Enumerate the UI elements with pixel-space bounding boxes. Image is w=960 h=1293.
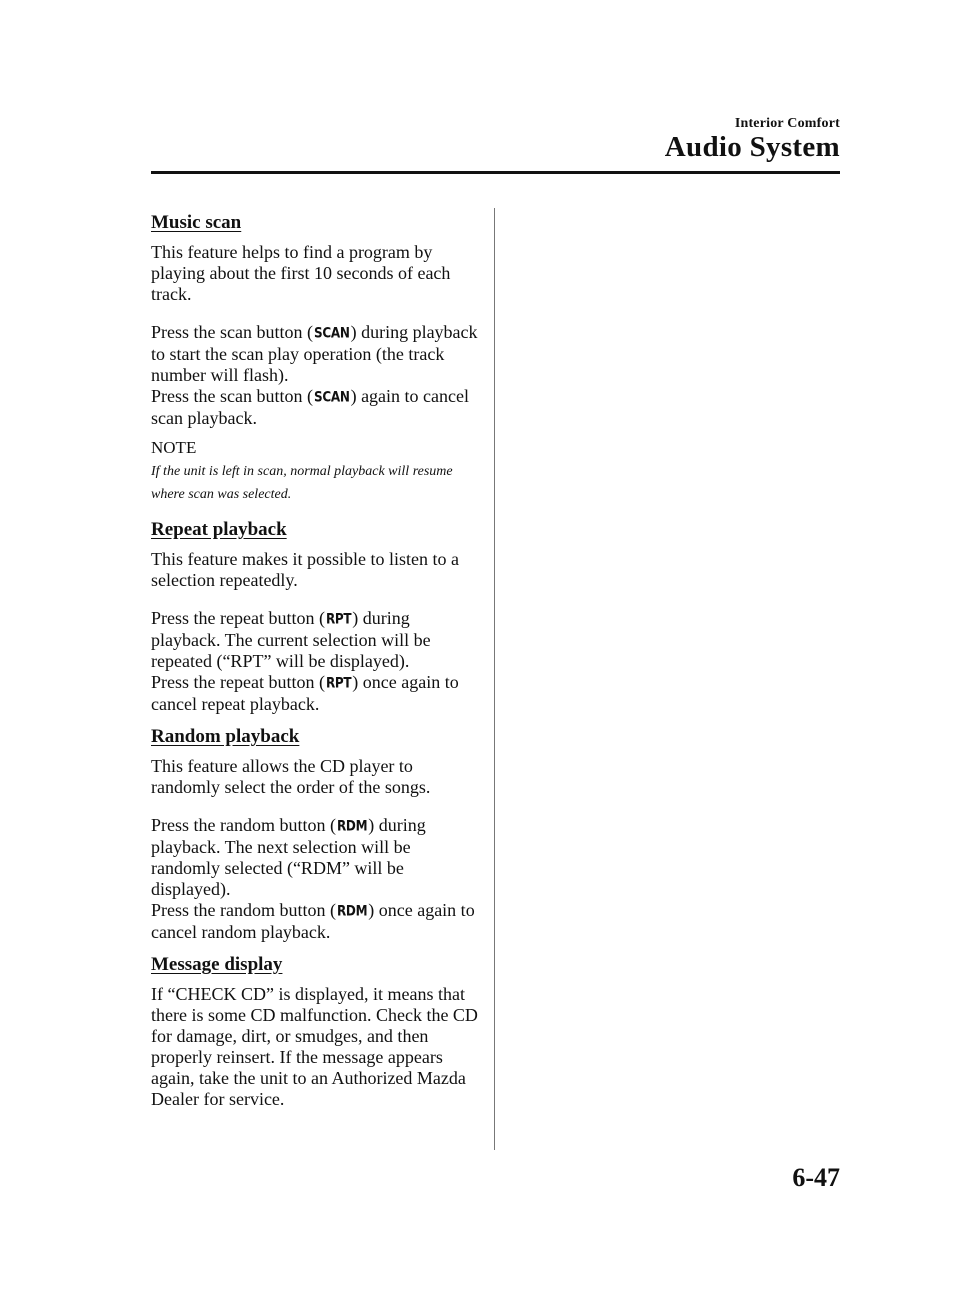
message-display-description: If “CHECK CD” is displayed, it means that there is some CD malfunction. Check the CD for damage, dirt, or smudges, and then properly reinsert. If the message appears again, take the unit to an Authorized Mazda Dealer for service. (151, 984, 478, 1109)
page-title: Audio System (664, 131, 840, 163)
music-scan-heading: Music scan (151, 212, 242, 233)
random-description: This feature allows the CD player to randomly select the order of the songs. (151, 756, 431, 797)
content-column (151, 210, 481, 1127)
header-divider (151, 171, 840, 174)
column-divider (494, 208, 495, 1150)
scan-button-icon: SCAN (313, 388, 350, 405)
music-scan-start-instruction: Press the scan button (SCAN) during playback to start the scan play operation (the track number will flash). Press the scan button (SCAN) again to cancel scan playback. (151, 322, 478, 428)
random-playback-heading: Random playback (151, 726, 300, 747)
note-text: If the unit is left in scan, normal playback will resume where scan was selected. (151, 464, 453, 502)
random-button-icon: RDM (336, 817, 368, 834)
repeat-instruction: Press the repeat button (RPT) during playback. The current selection will be repeated (“RPT” will be displayed). Press the repeat button (RPT) once again to cancel repeat playback. (151, 608, 459, 714)
note-label: NOTE (151, 438, 197, 457)
message-display-heading: Message display (151, 954, 283, 975)
repeat-description: This feature makes it possible to listen to a selection repeatedly. (151, 549, 459, 590)
scan-button-icon: SCAN (313, 324, 350, 341)
repeat-button-icon: RPT (325, 674, 352, 691)
music-scan-description: This feature helps to find a program by playing about the first 10 seconds of each track. (151, 242, 451, 304)
repeat-playback-heading: Repeat playback (151, 519, 287, 540)
repeat-button-icon: RPT (325, 610, 352, 627)
random-button-icon: RDM (336, 902, 368, 919)
page-number: 6-47 (792, 1163, 840, 1192)
section-label: Interior Comfort (734, 116, 840, 131)
random-instruction: Press the random button (RDM) during playback. The next selection will be randomly selected (“RDM” will be displayed). Press the random button (RDM) once again to cancel random playback. (151, 815, 475, 942)
